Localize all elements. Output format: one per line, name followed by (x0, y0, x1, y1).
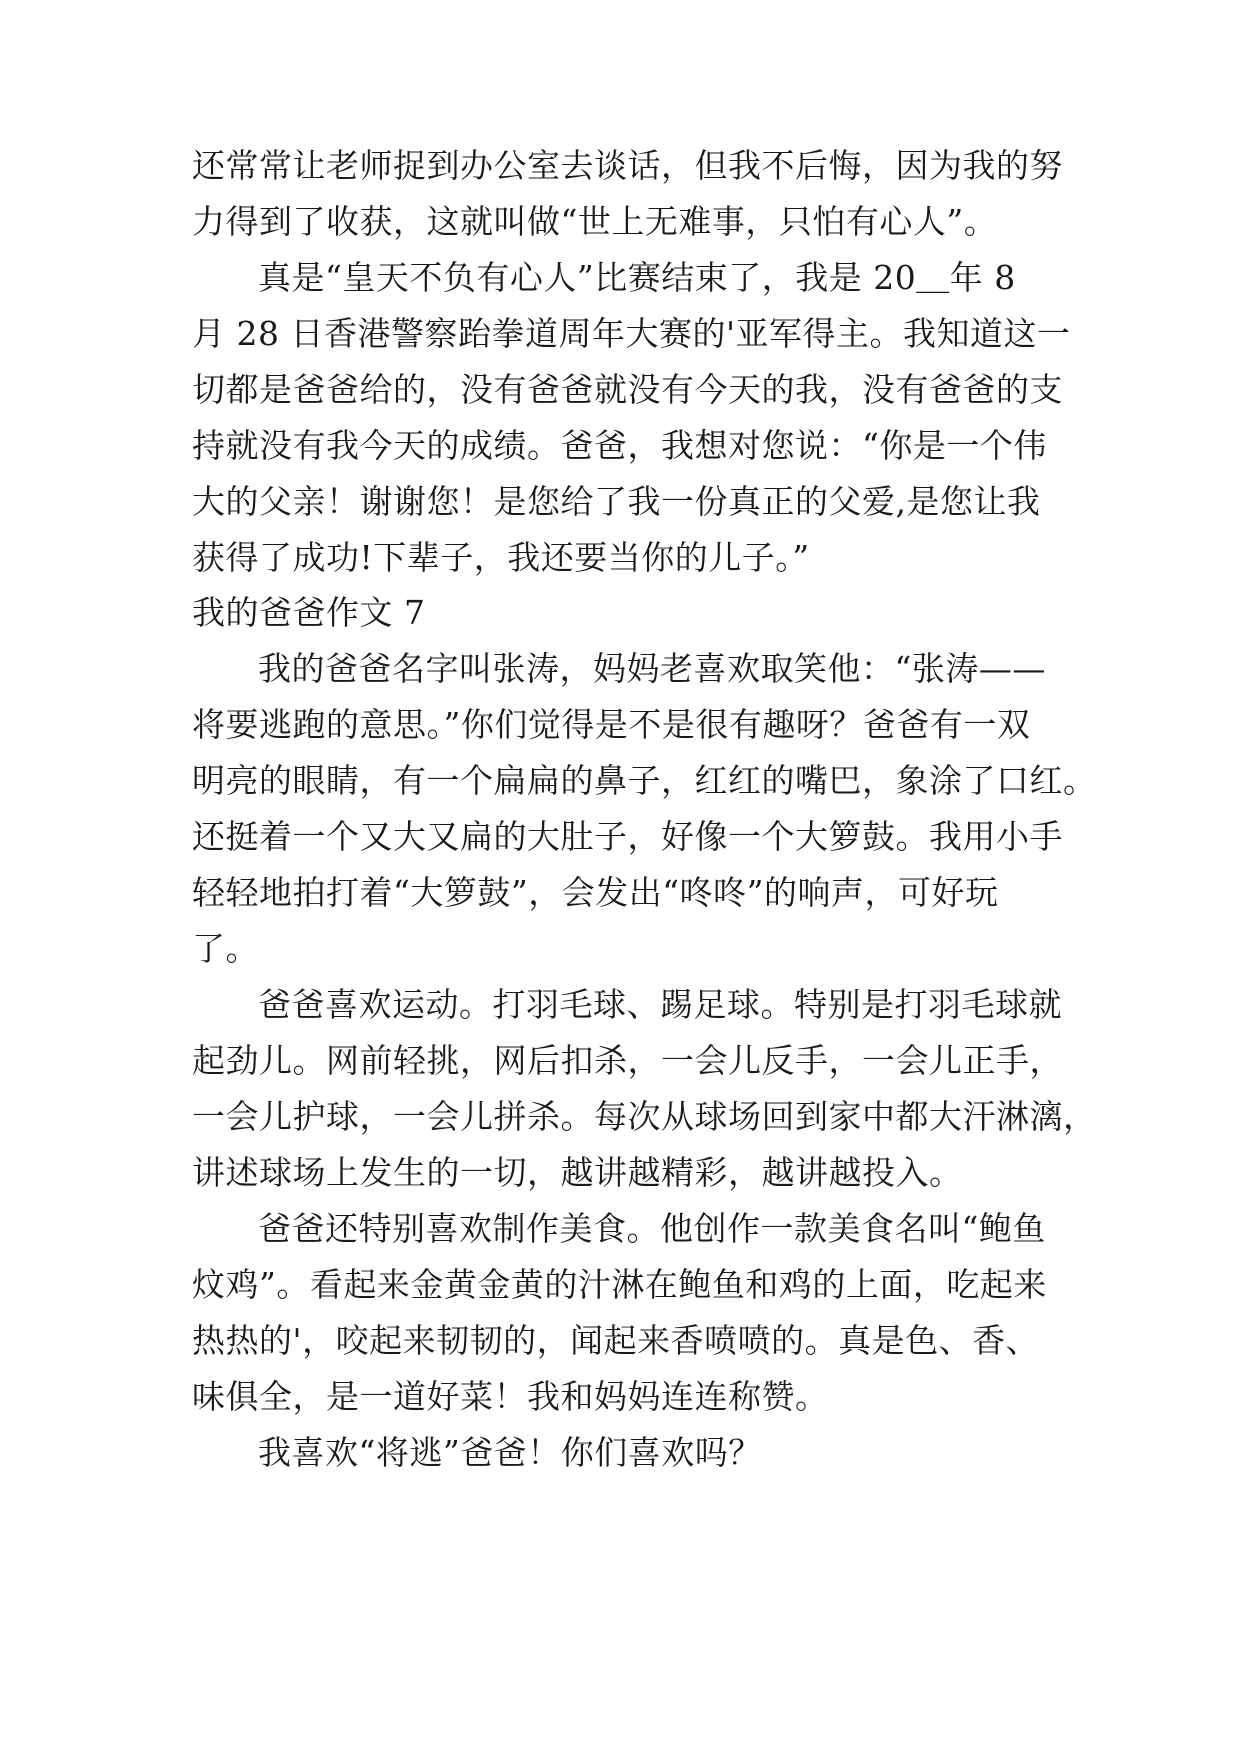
paragraph-line: 将要逃跑的意思。”你们觉得是不是很有趣呀？爸爸有一双 (192, 705, 1031, 744)
paragraph-line: 一会儿护球，一会儿拼杀。每次从球场回到家中都大汗淋漓， (192, 1097, 1097, 1136)
paragraph-line: 味俱全，是一道好菜！我和妈妈连连称赞。 (192, 1377, 829, 1416)
paragraph-line: 还常常让老师捉到办公室去谈话，但我不后悔，因为我的努 (192, 146, 1063, 185)
paragraph-line: 炆鸡”。看起来金黄金黄的汁淋在鲍鱼和鸡的上面，吃起来 (192, 1265, 1047, 1304)
paragraph-line: 月 28 日香港警察跆拳道周年大赛的'亚军得主。我知道这一 (192, 314, 1071, 353)
paragraph-line: 热热的'，咬起来韧韧的，闻起来香喷喷的。真是色、香、 (192, 1321, 1040, 1360)
paragraph-line: 明亮的眼睛，有一个扁扁的鼻子，红红的嘴巴，象涂了口红。 (192, 761, 1097, 800)
paragraph-line: 讲述球场上发生的一切，越讲越精彩，越讲越投入。 (192, 1153, 963, 1192)
paragraph-line: 爸爸喜欢运动。打羽毛球、踢足球。特别是打羽毛球就 (258, 985, 1062, 1024)
paragraph-line: 了。 (192, 929, 259, 968)
paragraph-line: 轻轻地拍打着“大箩鼓”，会发出“咚咚”的响声，可好玩 (192, 873, 999, 912)
section-heading: 我的爸爸作文 7 (192, 593, 426, 632)
paragraph-line: 力得到了收获，这就叫做“世上无难事，只怕有心人”。 (192, 202, 998, 241)
paragraph-line: 切都是爸爸给的，没有爸爸就没有今天的我，没有爸爸的支 (192, 370, 1063, 409)
paragraph-line: 爸爸还特别喜欢制作美食。他创作一款美食名叫“鲍鱼 (258, 1209, 1046, 1248)
paragraph-line: 大的父亲！谢谢您！是您给了我一份真正的父爱,是您让我 (192, 482, 1041, 521)
paragraph-line: 起劲儿。网前轻挑，网后扣杀，一会儿反手，一会儿正手， (192, 1041, 1063, 1080)
paragraph-line: 我的爸爸名字叫张涛，妈妈老喜欢取笑他：“张涛—— (258, 649, 1046, 688)
paragraph-line: 获得了成功!下辈子，我还要当你的儿子。” (192, 538, 810, 577)
paragraph-line: 真是“皇天不负有心人”比赛结束了，我是 20＿年 8 (258, 258, 1016, 297)
paragraph-line: 还挺着一个又大又扁的大肚子，好像一个大箩鼓。我用小手 (192, 817, 1063, 856)
paragraph-line: 我喜欢“将逃”爸爸！你们喜欢吗？ (258, 1433, 762, 1472)
paragraph-line: 持就没有我今天的成绩。爸爸，我想对您说：“你是一个伟 (192, 426, 1047, 465)
